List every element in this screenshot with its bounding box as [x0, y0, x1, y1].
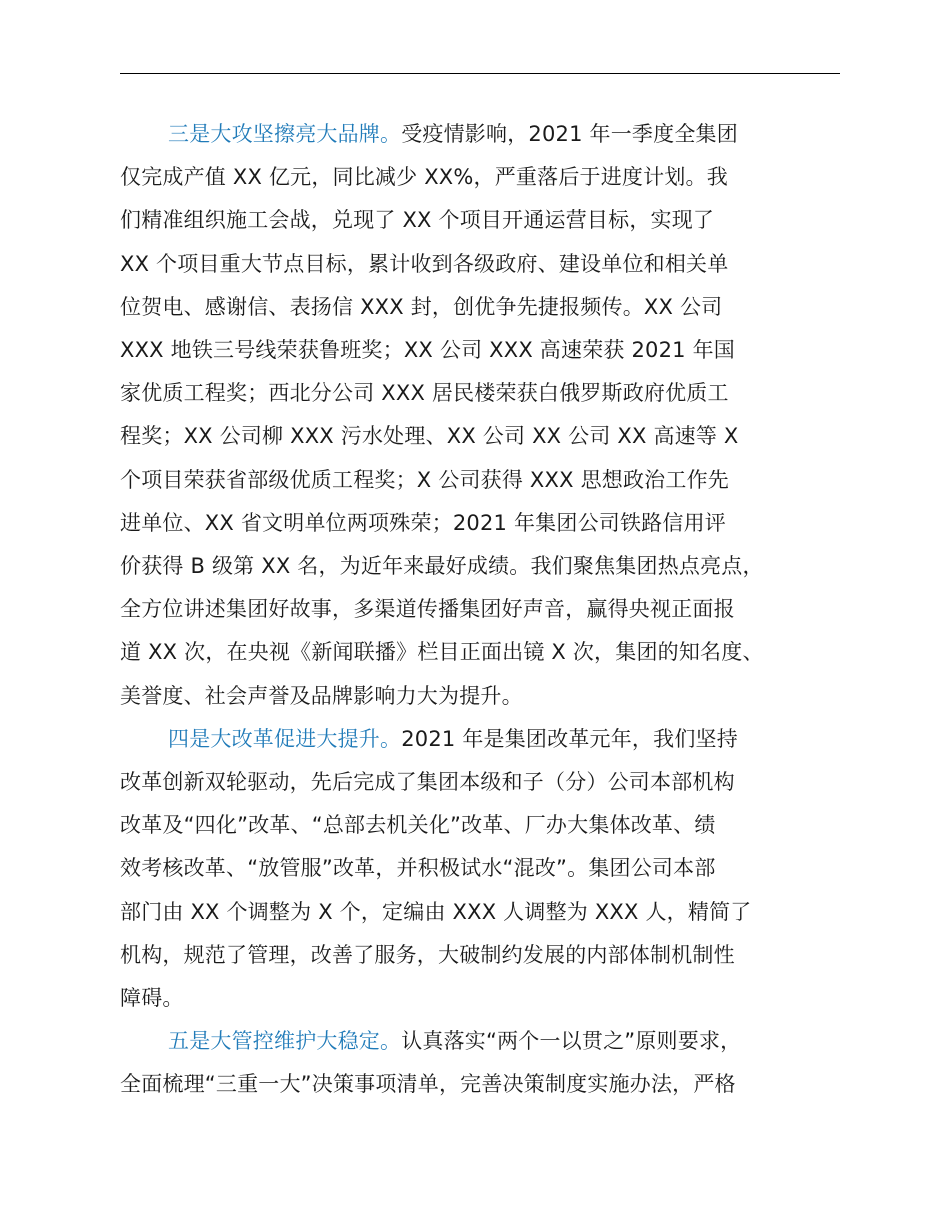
paragraph-line: 们精准组织施工会战，兑现了 XX 个项目开通运营目标，实现了 — [120, 208, 715, 233]
paragraph-lead: 三是大攻坚擦亮大品牌。 — [168, 122, 402, 146]
paragraph-reform — [120, 718, 840, 1020]
paragraph-control — [120, 1020, 840, 1106]
paragraph-line: 改革及“四化”改革、“总部去机关化”改革、厂办大集体改革、绩 — [120, 813, 716, 838]
paragraph-line: XXX 地铁三号线荣获鲁班奖；XX 公司 XXX 高速荣获 2021 年国 — [120, 338, 735, 363]
paragraph-brand — [120, 113, 840, 718]
document-body — [120, 113, 840, 1107]
paragraph-line: 价获得 B 级第 XX 名，为近年来最好成绩。我们聚焦集团热点亮点， — [120, 554, 764, 579]
paragraph-line: 全面梳理“三重一大”决策事项清单，完善决策制度实施办法，严格 — [120, 1072, 736, 1097]
paragraph-line: 五是大管控维护大稳定。认真落实“两个一以贯之”原则要求， — [168, 1029, 742, 1054]
paragraph-lead: 五是大管控维护大稳定。 — [168, 1029, 402, 1054]
paragraph-line: 进单位、XX 省文明单位两项殊荣；2021 年集团公司铁路信用评 — [120, 510, 726, 535]
paragraph-line: 位贺电、感谢信、表扬信 XXX 封，创优争先捷报频传。XX 公司 — [120, 294, 723, 319]
paragraph-line: 四是大改革促进大提升。2021 年是集团改革元年，我们坚持 — [168, 726, 738, 751]
paragraph-line: 程奖；XX 公司柳 XXX 污水处理、XX 公司 XX 公司 XX 高速等 X — [120, 424, 739, 449]
paragraph-line: 效考核改革、“放管服”改革，并积极试水“混改”。集团公司本部 — [120, 856, 716, 881]
paragraph-line: 道 XX 次，在央视《新闻联播》栏目正面出镜 X 次，集团的知名度、 — [120, 640, 764, 665]
paragraph-line: 个项目荣获省部级优质工程奖；X 公司获得 XXX 思想政治工作先 — [120, 467, 729, 492]
paragraph-line: XX 个项目重大节点目标，累计收到各级政府、建设单位和相关单 — [120, 251, 729, 276]
paragraph-line: 改革创新双轮驱动，先后完成了集团本级和子（分）公司本部机构 — [120, 770, 735, 795]
paragraph-line: 机构，规范了管理，改善了服务，大破制约发展的内部体制机制性 — [120, 942, 735, 967]
header-rule — [120, 73, 840, 74]
paragraph-lead: 四是大改革促进大提升。 — [168, 726, 402, 751]
paragraph-line: 部门由 XX 个调整为 X 个，定编由 XXX 人调整为 XXX 人，精简了 — [120, 899, 752, 924]
paragraph-line: 美誉度、社会声誉及品牌影响力大为提升。 — [120, 683, 523, 708]
paragraph-line: 三是大攻坚擦亮大品牌。受疫情影响，2021 年一季度全集团 — [168, 122, 738, 146]
paragraph-line: 全方位讲述集团好故事，多渠道传播集团好声音，赢得央视正面报 — [120, 597, 735, 622]
paragraph-line: 仅完成产值 XX 亿元，同比减少 XX%，严重落后于进度计划。我 — [120, 165, 728, 190]
paragraph-line: 障碍。 — [120, 986, 184, 1011]
paragraph-line: 家优质工程奖；西北分公司 XXX 居民楼荣获白俄罗斯政府优质工 — [120, 381, 729, 406]
